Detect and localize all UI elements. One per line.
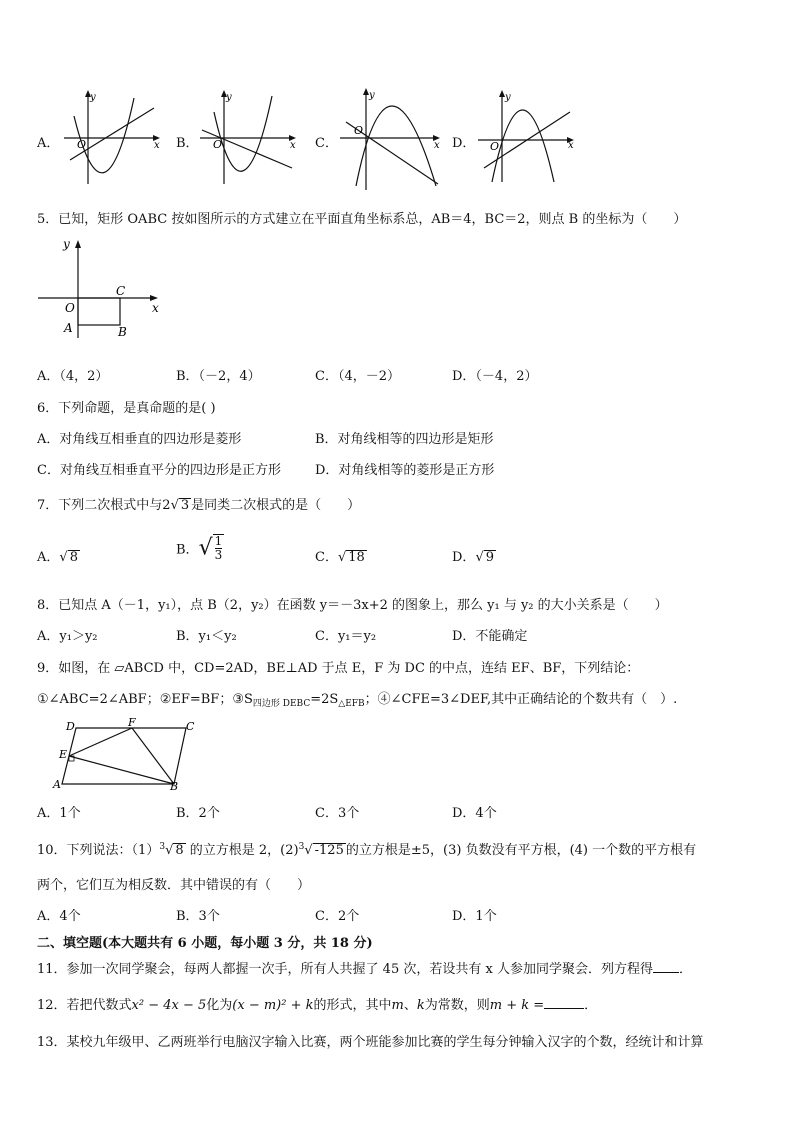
o-label: O <box>65 301 75 315</box>
q6-text: 6．下列命题，是真命题的是( ) <box>37 401 216 416</box>
y-label: y <box>369 90 375 101</box>
q13-text: 13．某校九年级甲、乙两班举行电脑汉字输入比赛，两个班能参加比赛的学生每分钟输入汉字的个数，经统计和计算 <box>37 1035 704 1050</box>
q7-option-d: D．√ 9 <box>452 550 495 565</box>
a-label: A <box>64 321 73 335</box>
q5-option-c: C．（4，－2） <box>315 369 400 384</box>
q6-option-b: B．对角线相等的四边形是矩形 <box>315 432 494 447</box>
q9-line2: ①∠ABC=2∠ABF；②EF=BF；$③S_{四边形 DEBC}=2S_{\triangle EFB}$；④∠CFE=3∠DEF,其中正确结论的个数共有（ ）. <box>37 692 678 709</box>
segment-ef <box>69 728 132 756</box>
c-label: C <box>116 284 126 298</box>
q10-line1: 10．下列说法：$(1)^3√$ 8 的立方根是 2，$(2)^3√$ -125 的立方根是±5，(3) 负数没有平方根，(4) 一个数的平方根有 <box>37 842 697 858</box>
f-label: F <box>128 718 136 729</box>
q6-option-a: A．对角线互相垂直的四边形是菱形 <box>37 432 242 447</box>
line <box>70 108 154 160</box>
q4-option-d-label: D． <box>452 136 476 151</box>
rectangle-oabc <box>78 298 120 325</box>
d-label: D <box>66 720 75 733</box>
q8-text: 8．已知点 A（－1，y₁），点 B（2，y₂）在函数 y＝－3x+2 的图象上，那么 y₁ 与 y₂ 的大小关系是（ ） <box>37 598 668 613</box>
q9-option-c: C．3个 <box>315 806 360 821</box>
q5-option-d: D．（－4，2） <box>452 369 538 384</box>
q9-figure <box>50 718 200 794</box>
q9-option-b: B．2个 <box>176 806 220 821</box>
q4-option-b-graph <box>200 88 300 186</box>
q10-option-c: C．2个 <box>315 909 360 924</box>
segment-fb <box>132 728 174 784</box>
x-label: x <box>434 140 440 151</box>
x-label: x <box>154 140 160 151</box>
q7-option-c: C．√ 18 <box>315 550 365 565</box>
q6-option-d: D．对角线相等的菱形是正方形 <box>315 463 495 478</box>
a-label: A <box>53 778 61 791</box>
q9-line1: 9．如图，在 ▱ABCD 中，CD=2AD，BE⊥AD 于点 E，F 为 DC 的中点，连结 EF、BF，下列结论： <box>37 661 640 676</box>
q8-option-c: C．y₁＝y₂ <box>315 629 377 644</box>
q4-option-c-graph <box>340 86 446 190</box>
q5-option-b: B．（－2，4） <box>176 369 261 384</box>
parabola <box>492 110 554 182</box>
e-label: E <box>59 748 68 761</box>
q4-option-b-label: B． <box>176 136 199 151</box>
q10-option-a: A．4个 <box>37 909 81 924</box>
q7-option-b: B．√ $\frac{1}{3}$ <box>176 534 223 562</box>
origin-label: O <box>354 124 364 137</box>
q12-answer-blank[interactable] <box>544 996 584 1009</box>
q5-text: 5．已知，矩形 OABC 按如图所示的方式建立在平面直角坐标系总，AB＝4，BC＝2，则点 B 的坐标为（ ） <box>37 212 687 227</box>
q4-option-c-label: C． <box>315 136 338 151</box>
x-label: x <box>568 140 574 151</box>
parabola <box>214 96 272 171</box>
x-label: x <box>290 140 296 151</box>
q4-option-d-graph <box>478 88 578 184</box>
q4-option-a-graph <box>64 88 164 186</box>
q9-option-a: A．1个 <box>37 806 81 821</box>
q10-line2: 两个，它们互为相反数．其中错误的有（ ） <box>37 878 311 893</box>
segment-eb <box>69 756 174 784</box>
q12-text: 12．若把代数式x² − 4x − 5化为(x − m)² + k的形式，其中m、k为常数，则m + k = ． <box>37 998 598 1013</box>
q11-text: 11．参加一次同学聚会，每两人都握一次手，所有人共握了 45 次，若设共有 x 人参加同学聚会．列方程得 ． <box>37 962 692 977</box>
y-label: y <box>90 92 96 103</box>
origin-label: O <box>213 138 223 151</box>
q8-option-b: B．y₁＜y₂ <box>176 629 237 644</box>
origin-label: O <box>77 138 87 151</box>
q11-answer-blank[interactable] <box>653 960 679 973</box>
q8-option-d: D．不能确定 <box>452 629 528 644</box>
origin-label: O <box>490 140 500 153</box>
q7-option-a: A．√ 8 <box>37 550 78 565</box>
q7-text: 7．下列二次根式中与2√ 3 是同类二次根式的是（ ） <box>37 498 361 513</box>
section-2-heading: 二、填空题(本大题共有 6 小题，每小题 3 分，共 18 分) <box>37 936 373 951</box>
q4-option-a-label: A． <box>37 136 60 151</box>
q5-option-a: A．（4，2） <box>37 369 109 384</box>
q10-option-d: D．1个 <box>452 909 497 924</box>
b-label: B <box>170 780 179 793</box>
q10-option-b: B．3个 <box>176 909 220 924</box>
q6-option-c: C．对角线互相垂直平分的四边形是正方形 <box>37 463 281 478</box>
y-label: y <box>505 92 511 103</box>
q5-figure <box>34 234 164 344</box>
y-label: y <box>226 92 232 103</box>
x-label: x <box>152 301 159 315</box>
c-label: C <box>186 720 195 733</box>
parabola <box>74 98 134 173</box>
y-label: y <box>63 237 70 251</box>
b-label: B <box>118 325 127 339</box>
q8-option-a: A．y₁＞y₂ <box>37 629 98 644</box>
q9-option-d: D．4个 <box>452 806 497 821</box>
